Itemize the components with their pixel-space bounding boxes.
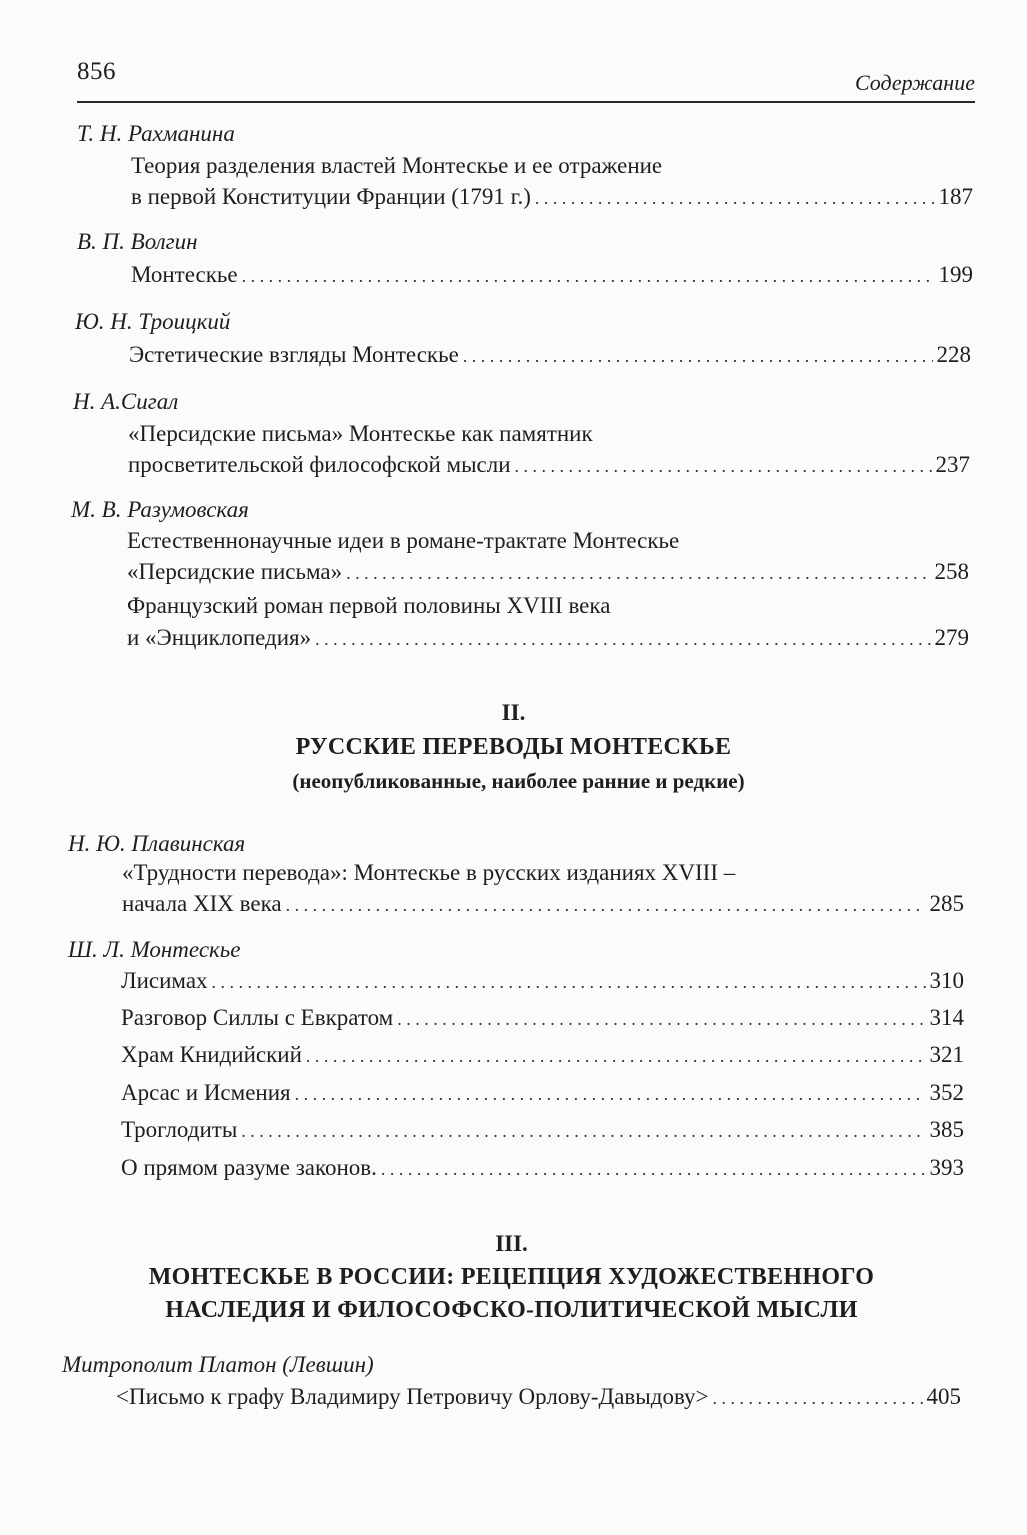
entry-title: Эстетические взгляды Монтескье: [129, 342, 459, 367]
header-rule: [77, 101, 975, 103]
toc-entry-sigal[interactable]: [128, 452, 970, 478]
entry-title: «Персидские письма»: [127, 559, 343, 584]
running-head: Содержание: [854, 70, 975, 95]
entry-title-line: Французский роман первой половины XVIII века: [127, 593, 611, 618]
leader-dots: [346, 563, 930, 584]
entry-title-line: Естественнонаучные идеи в романе-трактате Монтескье: [127, 528, 680, 553]
leader-dots: [212, 972, 926, 993]
toc-entry-razumovskaya-1[interactable]: [127, 559, 969, 585]
author-sigal: Н. А.Сигал: [73, 389, 179, 414]
entry-title: Храм Книдийский: [121, 1042, 302, 1067]
entry-title: Лисимах: [121, 968, 208, 993]
leader-dots: [381, 1159, 926, 1180]
section-title-line-2: НАСЛЕДИЯ И ФИЛОСОФСКО-ПОЛИТИЧЕСКОЙ МЫСЛИ: [165, 1297, 858, 1323]
entry-page: 199: [938, 262, 973, 287]
entry-page: 393: [929, 1155, 964, 1180]
section-title: РУССКИЕ ПЕРЕВОДЫ МОНТЕСКЬЕ: [295, 734, 732, 760]
section-number: III.: [495, 1231, 528, 1256]
toc-entry-rakhmanina[interactable]: [131, 184, 973, 210]
page-number: 856: [77, 58, 116, 85]
entry-page: 314: [929, 1005, 964, 1030]
toc-entry-o-pryamom-razume[interactable]: [121, 1155, 964, 1181]
entry-title: О прямом разуме законов.: [121, 1155, 377, 1180]
entry-title: Монтескье: [131, 262, 238, 287]
entry-page: 228: [936, 342, 971, 367]
section-title-line-1: МОНТЕСКЬЕ В РОССИИ: РЕЦЕПЦИЯ ХУДОЖЕСТВЕННОГО: [148, 1264, 875, 1290]
leader-dots: [242, 266, 935, 287]
toc-entry-razgovor[interactable]: [121, 1005, 964, 1031]
leader-dots: [463, 346, 933, 367]
leader-dots: [315, 629, 930, 650]
section-number: II.: [501, 700, 526, 725]
toc-entry-lisimakh[interactable]: [121, 968, 964, 994]
leader-dots: [286, 895, 926, 916]
entry-page: 187: [938, 184, 973, 209]
leader-dots: [713, 1388, 923, 1409]
leader-dots: [535, 188, 935, 209]
entry-title: Арсас и Исмения: [121, 1080, 291, 1105]
author-troitsky: Ю. Н. Троицкий: [75, 309, 231, 334]
entry-title: Троглодиты: [121, 1117, 238, 1142]
toc-entry-razumovskaya-2[interactable]: [127, 625, 969, 651]
author-volgin: В. П. Волгин: [77, 229, 198, 254]
author-rakhmanina: Т. Н. Рахманина: [77, 121, 235, 146]
entry-title: и «Энциклопедия»: [127, 625, 312, 650]
entry-page: 321: [929, 1042, 964, 1067]
entry-page: 352: [929, 1080, 964, 1105]
entry-page: 385: [929, 1117, 964, 1142]
entry-title: Разговор Силлы с Евкратом: [121, 1005, 394, 1030]
entry-title: начала XIX века: [122, 891, 282, 916]
toc-entry-khram[interactable]: [121, 1042, 964, 1068]
toc-entry-arsas[interactable]: [121, 1080, 964, 1106]
entry-title: <Письмо к графу Владимиру Петровичу Орлову-Давыдову>: [116, 1384, 709, 1409]
toc-entry-troitsky[interactable]: [129, 342, 971, 368]
author-montesquieu: Ш. Л. Монтескье: [68, 937, 241, 962]
entry-page: 258: [934, 559, 969, 584]
entry-title-line: «Трудности перевода»: Монтескье в русских изданиях XVIII –: [122, 860, 736, 885]
leader-dots: [397, 1009, 925, 1030]
entry-page: 285: [929, 891, 964, 916]
section-subtitle: (неопубликованные, наиболее ранние и редкие): [292, 769, 745, 793]
leader-dots: [515, 456, 932, 477]
entry-page: 310: [929, 968, 964, 993]
author-razumovskaya: М. В. Разумовская: [71, 497, 249, 522]
toc-entry-plavinskaya[interactable]: [122, 891, 964, 917]
entry-page: 279: [934, 625, 969, 650]
entry-title-line: «Персидские письма» Монтескье как памятник: [128, 421, 593, 446]
entry-title-line: Теория разделения властей Монтескье и ее отражение: [131, 153, 663, 178]
entry-page: 405: [926, 1384, 961, 1409]
leader-dots: [241, 1121, 925, 1142]
entry-title: в первой Конституции Франции (1791 г.): [131, 184, 531, 209]
leader-dots: [295, 1084, 926, 1105]
entry-page: 237: [935, 452, 970, 477]
entry-title: просветительской философской мысли: [128, 452, 511, 477]
toc-entry-troglodity[interactable]: [121, 1117, 964, 1143]
toc-entry-volgin[interactable]: [131, 262, 973, 288]
toc-entry-platon[interactable]: [116, 1384, 961, 1410]
leader-dots: [306, 1046, 926, 1067]
author-plavinskaya: Н. Ю. Плавинская: [68, 831, 246, 856]
author-platon: Митрополит Платон (Левшин): [62, 1352, 374, 1377]
